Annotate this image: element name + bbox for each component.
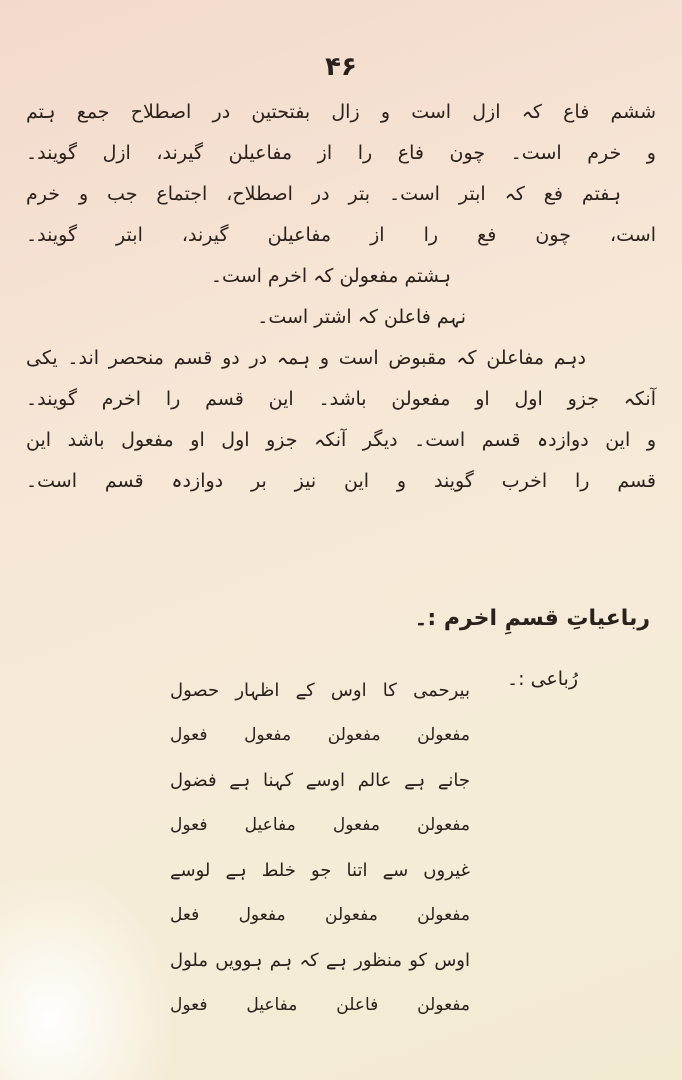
scansion-line: مفعولن مفعولن مفعول فعل <box>170 905 470 925</box>
prose-line: ہفتم فع کہ ابتر است۔ بتر در اصطلاح، اجتماع جب و خرم <box>26 183 621 205</box>
prose-line: ہشتم مفعولن کہ اخرم است۔ <box>210 265 451 287</box>
verse-line: غیروں سے اتنا جو خلط ہے لوسے <box>170 860 470 881</box>
prose-line: ششم فاع کہ ازل است و زال بفتحتین در اصطلاح جمع ہتم <box>26 101 656 123</box>
paper-stain <box>0 880 170 1080</box>
scansion-line: مفعولن فاعلن مفاعیل فعول <box>170 995 470 1015</box>
page-number: ۴۶ <box>325 52 357 82</box>
prose-line: نہم فاعلن کہ اشتر است۔ <box>257 306 466 328</box>
scansion-line: مفعولن مفعولن مفعول فعول <box>170 725 470 745</box>
prose-block <box>26 92 656 502</box>
prose-line: و این دوازدہ قسم است۔ دیگر آنکہ جزو اول او مفعول باشد این <box>26 429 656 451</box>
rubai-label: رُباعی :۔ <box>507 668 578 690</box>
verse-line: جانے ہے عالم اوسے کہنا ہے فضول <box>170 770 470 791</box>
section-heading: رباعیاتِ قسمِ اخرم :۔ <box>414 606 650 631</box>
prose-line: و خرم است۔ چون فاع را از مفاعیلن گیرند، ازل گویند۔ <box>26 142 656 164</box>
prose-line: است، چون فع را از مفاعیلن گیرند، ابتر گویند۔ <box>26 224 656 246</box>
prose-line: آنکہ جزو اول او مفعولن باشد۔ این قسم را اخرم گویند۔ <box>26 388 656 410</box>
prose-line: قسم را اخرب گویند و این نیز بر دوازدہ قسم است۔ <box>26 470 656 492</box>
verse-line: اوس کو منظور ہے کہ ہم ہوویں ملول <box>170 950 470 971</box>
rubai-verse <box>170 668 470 1028</box>
verse-line: بیرحمی کا اوس کے اظہار حصول <box>170 680 470 701</box>
prose-line: دہم مفاعلن کہ مقبوض است و ہمہ در دو قسم منحصر اند۔ یکی <box>26 347 586 369</box>
scansion-line: مفعولن مفعول مفاعیل فعول <box>170 815 470 835</box>
